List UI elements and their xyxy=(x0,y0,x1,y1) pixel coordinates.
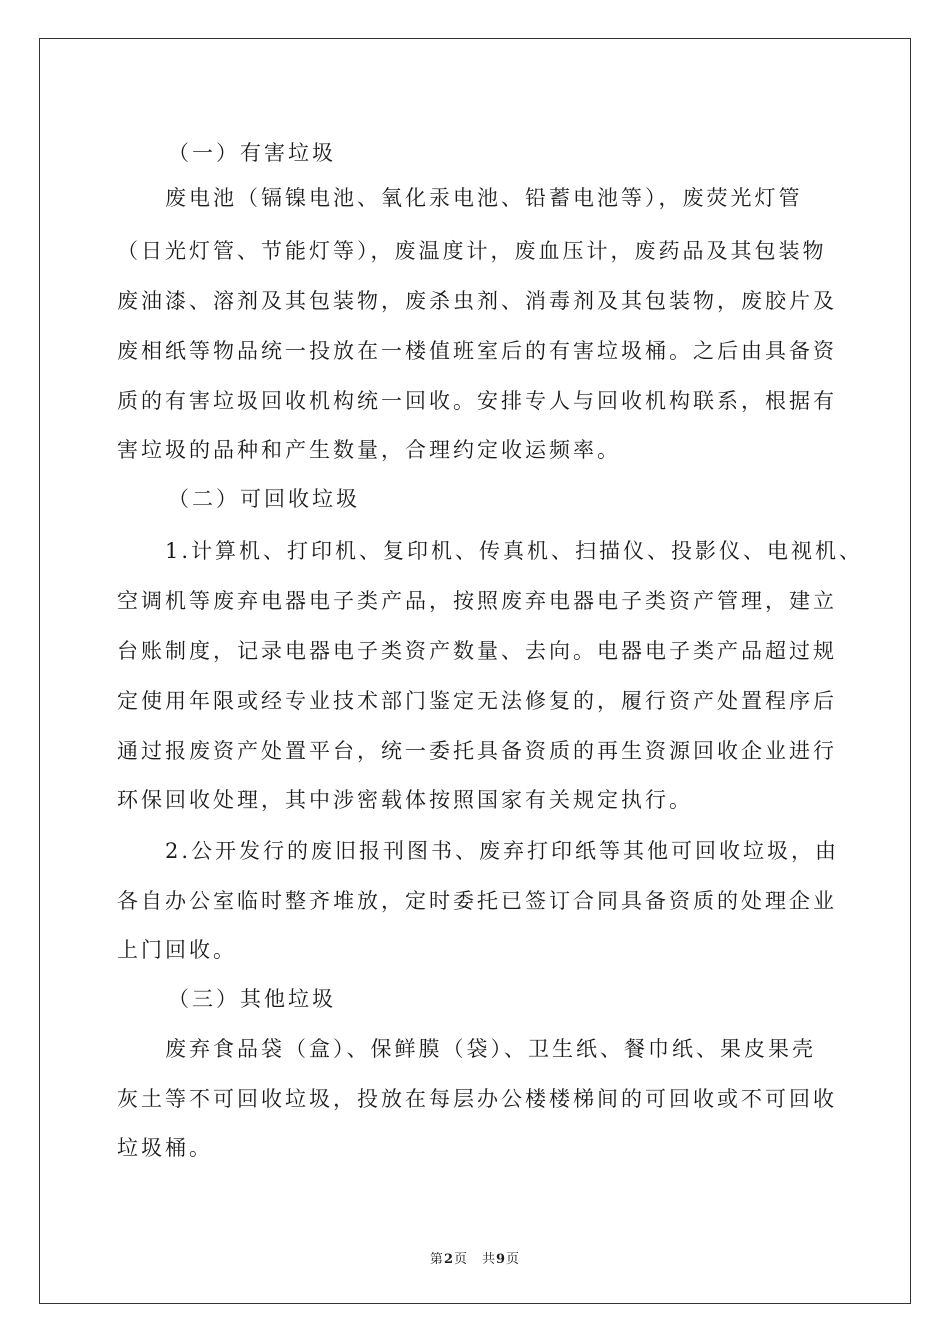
paragraph-line: 害垃圾的品种和产生数量，合理约定收运频率。 xyxy=(117,438,621,462)
paragraph-line: 质的有害垃圾回收机构统一回收。安排专人与回收机构联系，根据有 xyxy=(117,389,837,413)
paragraph-line: 2.公开发行的废旧报刊图书、废弃打印纸等其他可回收垃圾，由 xyxy=(117,839,840,863)
section-heading: （二）可回收垃圾 xyxy=(168,487,360,511)
page-footer xyxy=(0,1248,950,1267)
paragraph-line: 废油漆、溶剂及其包装物，废杀虫剂、消毒剂及其包装物，废胶片及 xyxy=(117,289,837,313)
footer-prefix: 第 xyxy=(429,1252,444,1267)
paragraph-line: 环保回收处理，其中涉密载体按照国家有关规定执行。 xyxy=(117,788,693,812)
footer-mid: 页 共 xyxy=(453,1252,496,1267)
paragraph-line: 台账制度，记录电器电子类资产数量、去向。电器电子类产品超过规 xyxy=(117,639,837,663)
paragraph-line: 通过报废资产处置平台，统一委托具备资质的再生资源回收企业进行 xyxy=(117,739,837,763)
paragraph-line: 废电池（镉镍电池、氧化汞电池、铅蓄电池等），废荧光灯管 xyxy=(117,186,803,210)
paragraph-line: 空调机等废弃电器电子类产品，按照废弃电器电子类资产管理，建立 xyxy=(117,589,837,613)
paragraph-line: 各自办公室临时整齐堆放，定时委托已签订合同具备资质的处理企业 xyxy=(117,889,837,913)
paragraph-line: 垃圾桶。 xyxy=(117,1136,213,1160)
section-heading: （三）其他垃圾 xyxy=(168,987,336,1011)
paragraph-line: 定使用年限或经专业技术部门鉴定无法修复的，履行资产处置程序后 xyxy=(117,689,837,713)
footer-suffix: 页 xyxy=(506,1252,521,1267)
current-page-number: 2 xyxy=(443,1252,454,1267)
paragraph-line: （日光灯管、节能灯等），废温度计，废血压计，废药品及其包装物 xyxy=(117,239,827,263)
total-pages-number: 9 xyxy=(496,1252,507,1267)
paragraph-line: 1.计算机、打印机、复印机、传真机、扫描仪、投影仪、电视机、 xyxy=(117,539,864,563)
page-border xyxy=(39,38,911,1304)
paragraph-line: 灰土等不可回收垃圾，投放在每层办公楼楼梯间的可回收或不可回收 xyxy=(117,1087,837,1111)
paragraph-line: 废弃食品袋（盒）、保鲜膜（袋）、卫生纸、餐巾纸、果皮果壳 xyxy=(117,1037,816,1061)
paragraph-line: 上门回收。 xyxy=(117,938,237,962)
section-heading: （一）有害垃圾 xyxy=(168,141,336,165)
paragraph-line: 废相纸等物品统一投放在一楼值班室后的有害垃圾桶。之后由具备资 xyxy=(117,339,837,363)
